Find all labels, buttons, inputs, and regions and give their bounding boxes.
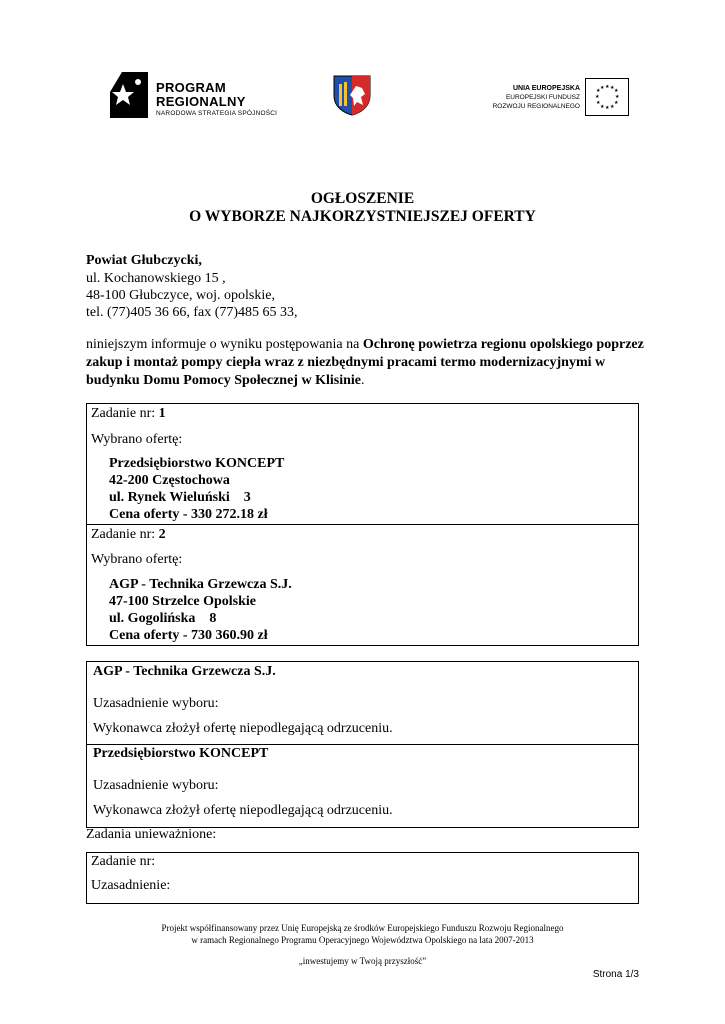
eu-label: UNIA EUROPEJSKA — [512, 85, 580, 92]
program-regionalny-logo — [108, 70, 278, 120]
offer-city: 42-200 Częstochowa — [109, 473, 230, 488]
cancelled-heading: Zadania unieważnione: — [86, 827, 217, 842]
svg-text:★: ★ — [614, 100, 619, 106]
cancelled-task-label: Zadanie nr: — [91, 854, 156, 869]
procurement-subject: Ochronę powietrza regionu opolskiego poprzez zakup i montaż pompy ciepła wraz z niezbędnymi pracami termo modernizacyjnymi w budynku Domu Pomocy Społecznej w Klisinie — [86, 337, 644, 388]
county-crest — [332, 74, 372, 116]
program-label: PROGRAM — [156, 80, 226, 95]
chosen-offer-label: Wybrano ofertę: — [91, 432, 183, 447]
coat-of-arms-icon — [332, 74, 372, 116]
offer-city: 47-100 Strzelce Opolskie — [109, 594, 256, 609]
footer-program: w ramach Regionalnego Programu Operacyjnego Województwa Opolskiego na lata 2007-2013 — [191, 935, 534, 945]
task-number: 1 — [158, 406, 166, 421]
eu-flag — [585, 78, 629, 116]
eu-text-block — [472, 84, 580, 111]
eu-fund-label: EUROPEJSKI FUNDUSZ — [505, 94, 580, 101]
justification-company: AGP - Technika Grzewcza S.J. — [93, 664, 276, 679]
offer-street: ul. Rynek Wieluński 3 — [109, 490, 251, 505]
svg-text:★: ★ — [600, 85, 605, 91]
svg-text:★: ★ — [596, 100, 601, 106]
cancelled-box — [86, 852, 639, 904]
task-box-2 — [86, 524, 639, 646]
task-box-1 — [86, 403, 639, 525]
chosen-offer-label: Wybrano ofertę: — [91, 552, 183, 567]
footer-slogan: „inwestujemy w Twoją przyszłość” — [298, 956, 427, 966]
justification-text: Wykonawca złożył ofertę niepodlegającą odrzuceniu. — [93, 721, 393, 736]
justification-label: Uzasadnienie wyboru: — [93, 778, 219, 793]
regionalny-label: REGIONALNY — [156, 94, 246, 109]
offer-price: Cena oferty - 730 360.90 zł — [109, 628, 268, 643]
offer-street: ul. Gogolińska 8 — [109, 611, 217, 626]
authority-contact: tel. (77)405 36 66, fax (77)485 65 33, — [86, 305, 298, 320]
offer-company: Przedsiębiorstwo KONCEPT — [109, 456, 285, 471]
svg-text:★: ★ — [615, 94, 620, 100]
svg-text:★: ★ — [600, 104, 605, 110]
footer-cofinancing: Projekt współfinansowany przez Unię Europejską ze środków Europejskiego Funduszu Rozwoju Regionalnego — [161, 923, 564, 933]
task-number-line — [91, 406, 166, 422]
offer-company: AGP - Technika Grzewcza S.J. — [109, 577, 292, 592]
program-star-icon — [108, 70, 150, 120]
svg-text:★: ★ — [610, 85, 615, 91]
authority-street: ul. Kochanowskiego 15 , — [86, 271, 226, 286]
page-number: Strona 1/3 — [592, 969, 639, 980]
eu-regional-label: ROZWOJU REGIONALNEGO — [492, 103, 580, 110]
strategy-label: NARODOWA STRATEGIA SPÓJNOŚCI — [156, 110, 278, 117]
justification-label: Uzasadnienie wyboru: — [93, 696, 219, 711]
task-number: 2 — [158, 527, 166, 542]
authority-city: 48-100 Głubczyce, woj. opolskie, — [86, 288, 275, 303]
contracting-authority-name: Powiat Głubczycki, — [86, 253, 202, 268]
task-number-line — [91, 527, 166, 543]
document-subtitle: O WYBORZE NAJKORZYSTNIEJSZEJ OFERTY — [189, 208, 536, 225]
justification-text: Wykonawca złożył ofertę niepodlegającą odrzuceniu. — [93, 803, 393, 818]
task-label: Zadanie nr: — [91, 406, 159, 421]
intro-suffix: . — [360, 373, 365, 388]
intro-paragraph — [86, 336, 646, 390]
svg-text:★: ★ — [605, 105, 610, 111]
svg-text:★: ★ — [614, 88, 619, 94]
justification-company: Przedsiębiorstwo KONCEPT — [93, 746, 269, 761]
svg-text:★: ★ — [610, 104, 615, 110]
svg-text:★: ★ — [605, 84, 610, 90]
intro-prefix: niniejszym informuje o wyniku postępowania na — [86, 337, 363, 352]
svg-text:★: ★ — [596, 88, 601, 94]
cancelled-reason-label: Uzasadnienie: — [91, 878, 171, 893]
eu-stars-icon — [586, 79, 628, 115]
offer-price: Cena oferty - 330 272.18 zł — [109, 507, 268, 522]
justification-box-2 — [86, 744, 639, 828]
document-title: OGŁOSZENIE — [310, 190, 415, 207]
justification-box-1 — [86, 661, 639, 745]
task-label: Zadanie nr: — [91, 527, 159, 542]
svg-text:★: ★ — [595, 94, 600, 100]
